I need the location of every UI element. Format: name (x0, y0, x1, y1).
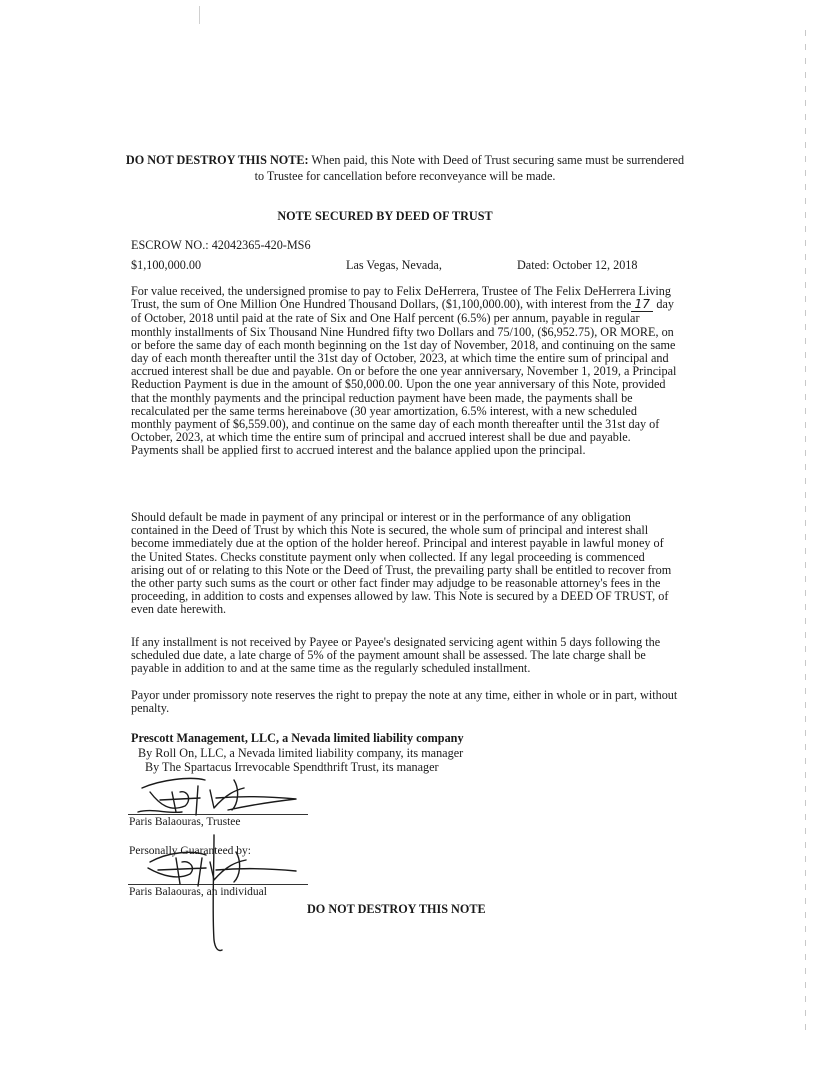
default-paragraph: Should default be made in payment of any principal or interest or in the performance of any obligation contained in the Deed of Trust by which this Note is secured, the whole sum of principal and interest shall become immediately due at the option of the holder hereof. Principal and interest payable in lawful money of the United States. Checks constitute payment only when collected. If any legal proceeding is commenced arising out of or relating to this Note or the Deed of Trust, the prevailing party shall be entitled to recover from the other party such sums as the court or other fact finder may adjudge to be reasonable attorney's fees in the proceeding, in addition to costs and expenses allowed by law. This Note is secured by a DEED OF TRUST, of even date herewith. (131, 510, 672, 617)
scan-edge-line (805, 30, 806, 1030)
signature-line-individual (128, 884, 308, 885)
document-title: NOTE SECURED BY DEED OF TRUST (277, 209, 493, 223)
principal-amount: $1,100,000.00 (131, 258, 202, 272)
destroy-notice-text: When paid, this Note with Deed of Trust securing same must be surrendered to Trustee for cancellation before reconveyance will be made. (254, 153, 685, 183)
location: Las Vegas, Nevada, (346, 258, 442, 272)
destroy-notice-heading: DO NOT DESTROY THIS NOTE: (125, 153, 309, 167)
signature-stroke (142, 778, 205, 808)
destroy-notice (120, 152, 690, 184)
date-line: Dated: October 12, 2018 (517, 258, 638, 272)
signer-trustee-label: Paris Balaouras, Trustee (129, 816, 241, 828)
footer-destroy-notice: DO NOT DESTROY THIS NOTE (307, 902, 486, 916)
signature-line-trustee (128, 814, 308, 815)
signature-stroke (210, 780, 296, 810)
signature-stroke (158, 858, 206, 886)
guarantee-label: Personally Guaranteed by: (129, 845, 251, 857)
escrow-number: ESCROW NO.: 42042365-420-MS6 (131, 238, 311, 252)
signer-individual-label: Paris Balaouras, an individual (129, 886, 267, 898)
manager-line-2: By The Spartacus Irrevocable Spendthrift Trust, its manager (145, 760, 439, 774)
scan-artifact (199, 6, 200, 24)
handwritten-day: 17 (631, 298, 653, 312)
borrower-company: Prescott Management, LLC, a Nevada limited liability company (131, 731, 464, 745)
payment-terms-paragraph (131, 285, 679, 458)
prepayment-paragraph: Payor under promissory note reserves the right to prepay the note at any time, either in whole or in part, without penalty. (131, 688, 678, 716)
payment-terms-text-b: day of October, 2018 until paid at the rate of Six and One Half percent (6.5%) per annum, payable in regular monthly installments of Six Thousand Nine Hundred fifty two Dollars and 75/100, ($6,952.75), OR MORE, on or before the same day of each month beginning on the 1st day of November, 2018, and continuing on the same day of each month thereafter until the 31st day of October, 2023, at which time the entire sum of principal and accrued interest shall be due and payable. On or before the one year anniversary, November 1, 2019, a Principal Reduction Payment is due in the amount of $50,000.00. Upon the one year anniversary of this Note, provided that the monthly payments and the principal reduction payment have been made, the payments shall be recalculated per the same terms hereinabove (30 year amortization, 6.5% interest, with a new scheduled monthly payment of $6,559.00), and continue on the same day of each month thereafter until the 31st day of October, 2023, at which time the entire sum of principal and accrued interest shall be due and payable. Payments shall be applied first to accrued interest and the balance applied upon the principal. (131, 297, 677, 458)
signature-stroke (138, 811, 182, 813)
signature-stroke (160, 786, 200, 815)
payment-terms-text-a: For value received, the undersigned promise to pay to Felix DeHerrera, Trustee of The Felix DeHerrera Living Trust, the sum of One Million One Hundred Thousand Dollars, ($1,100,000.00), with interest from the (131, 284, 671, 312)
manager-line-1: By Roll On, LLC, a Nevada limited liability company, its manager (138, 746, 464, 760)
late-charge-paragraph: If any installment is not received by Payee or Payee's designated servicing agent within 5 days following the scheduled due date, a late charge of 5% of the payment amount shall be assessed. The late charge shall be payable in addition to and at the same time as the regularly scheduled installment. (131, 635, 661, 676)
